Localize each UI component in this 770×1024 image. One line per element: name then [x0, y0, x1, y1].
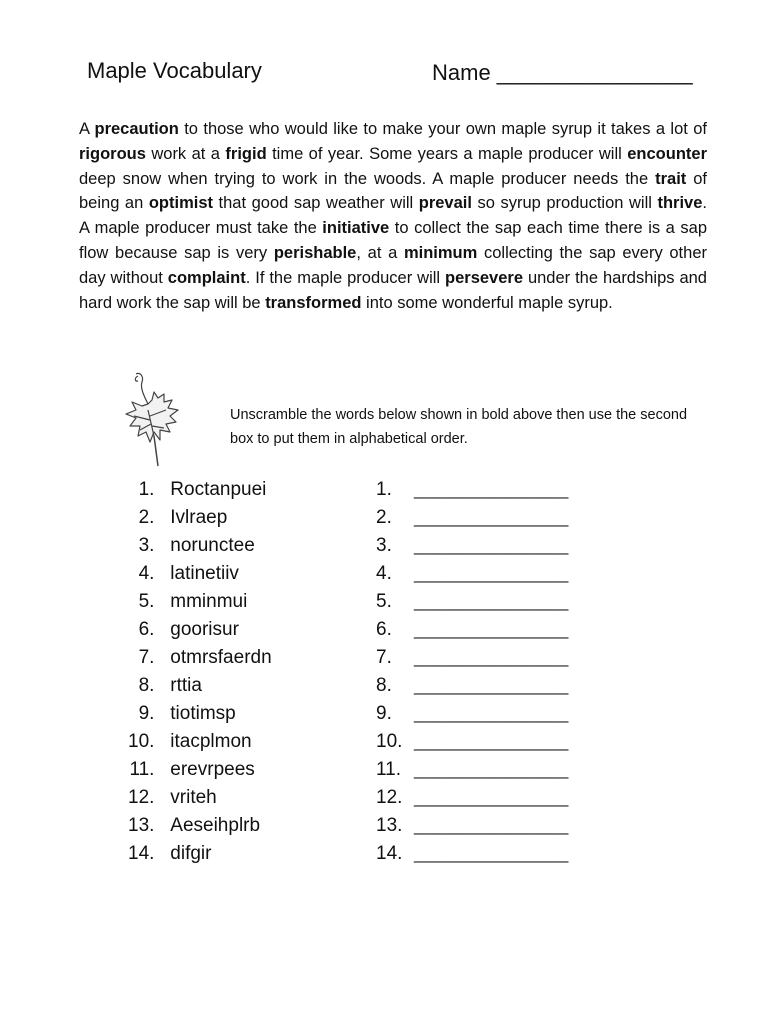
answer-item: [362, 672, 568, 700]
answer-blank[interactable]: ________________: [414, 592, 569, 611]
scrambled-word: difgir: [165, 843, 212, 864]
paragraph-text: deep snow when trying to work in the woods. A maple producer needs the: [79, 169, 656, 188]
item-number: 10.: [128, 731, 165, 752]
scrambled-item: [120, 840, 272, 868]
answer-item: [362, 476, 568, 504]
item-number: 2.: [138, 507, 165, 528]
item-number: 4.: [138, 563, 165, 584]
answer-blank[interactable]: ________________: [414, 676, 569, 695]
worksheet-title: Maple Vocabulary: [87, 58, 262, 83]
answer-number: 1.: [376, 479, 392, 500]
answer-item: [362, 588, 568, 616]
vocab-word: rigorous: [79, 144, 146, 163]
answer-blank[interactable]: ________________: [414, 648, 569, 667]
scrambled-item: [120, 784, 272, 812]
answer-number: 13.: [376, 815, 403, 836]
paragraph-text: under the hardships and hard work the sap will be: [79, 268, 707, 312]
scrambled-word: vriteh: [165, 787, 217, 808]
paragraph-text: so syrup production will: [471, 194, 658, 213]
paragraph-text: work at a: [145, 144, 226, 163]
scrambled-word: goorisur: [165, 619, 239, 640]
answer-blank[interactable]: ________________: [414, 536, 569, 555]
paragraph-text: , at a: [356, 243, 404, 262]
item-number: 11.: [129, 759, 165, 780]
vocab-word: optimist: [148, 194, 213, 213]
answer-blank[interactable]: ________________: [414, 704, 569, 723]
vocab-word: precaution: [94, 120, 179, 138]
scrambled-item: [120, 728, 272, 756]
scrambled-word-list: [120, 476, 272, 868]
answer-item: [362, 840, 568, 868]
answer-blank[interactable]: ________________: [414, 760, 569, 779]
name-field[interactable]: Name ________________: [432, 60, 693, 85]
answer-number: 2.: [376, 507, 392, 528]
item-number: 13.: [128, 815, 165, 836]
answer-blank[interactable]: ________________: [414, 620, 569, 639]
scrambled-item: [120, 812, 272, 840]
scrambled-word: mminmui: [165, 591, 248, 612]
vocab-word: encounter: [627, 144, 707, 163]
answer-number: 12.: [376, 787, 403, 808]
answer-item: [362, 728, 568, 756]
answer-blank[interactable]: ________________: [414, 732, 569, 751]
vocab-word: minimum: [403, 243, 478, 262]
answer-number: 10.: [376, 731, 403, 752]
scrambled-word: tiotimsp: [165, 703, 236, 724]
scrambled-item: [120, 756, 272, 784]
answer-blank[interactable]: ________________: [414, 508, 569, 527]
vocab-word: trait: [655, 169, 687, 188]
answer-number: 6.: [376, 619, 392, 640]
scrambled-item: [120, 672, 272, 700]
scrambled-word: norunctee: [165, 535, 255, 556]
answer-item: [362, 504, 568, 532]
answer-number: 11.: [376, 759, 402, 780]
answer-blank[interactable]: ________________: [414, 564, 569, 583]
scrambled-item: [120, 644, 272, 672]
vocab-word: persevere: [445, 268, 523, 287]
item-number: 9.: [138, 703, 165, 724]
item-number: 8.: [138, 675, 165, 696]
vocab-word: prevail: [418, 194, 472, 213]
scrambled-word: Roctanpuei: [165, 479, 267, 500]
item-number: 3.: [138, 535, 165, 556]
item-number: 14.: [128, 843, 165, 864]
scrambled-item: [120, 476, 272, 504]
answer-number: 8.: [376, 675, 392, 696]
answer-item: [362, 812, 568, 840]
answer-item: [362, 560, 568, 588]
answer-item: [362, 756, 568, 784]
scrambled-item: [120, 532, 272, 560]
paragraph-text: to those who would like to make your own maple syrup it takes a lot of: [178, 120, 707, 138]
scrambled-item: [120, 588, 272, 616]
answer-number: 14.: [376, 843, 403, 864]
scrambled-word: latinetiiv: [165, 563, 239, 584]
paragraph-text: A: [79, 120, 95, 138]
item-number: 5.: [138, 591, 165, 612]
instructions-text: Unscramble the words below shown in bold above then use the second box to put them in alphabetical order.: [230, 407, 688, 447]
scrambled-word: itacplmon: [165, 731, 252, 752]
vocab-word: frigid: [225, 144, 267, 163]
vocab-word: complaint: [167, 268, 246, 287]
scrambled-word: otmrsfaerdn: [165, 647, 272, 668]
paragraph-text: to collect the sap each time there is a sap flow because sap is very: [79, 219, 707, 262]
story-paragraph: [79, 117, 707, 315]
scrambled-word: rttia: [165, 675, 202, 696]
scrambled-word: Aeseihplrb: [165, 815, 261, 836]
item-number: 7.: [138, 647, 165, 668]
paragraph-text: collecting the sap every other day without: [79, 243, 707, 287]
paragraph-text: . If the maple producer will: [245, 268, 446, 287]
scrambled-word: Ivlraep: [165, 507, 228, 528]
item-number: 1.: [138, 479, 165, 500]
paragraph-text: time of year. Some years a maple producer will: [266, 144, 628, 163]
scrambled-item: [120, 560, 272, 588]
vocab-word: perishable: [273, 243, 357, 262]
vocab-word: thrive: [657, 194, 703, 213]
item-number: 12.: [128, 787, 165, 808]
paragraph-text: of being an: [79, 169, 707, 213]
paragraph-text: into some wonderful maple syrup.: [361, 293, 613, 312]
scrambled-word: erevrpees: [165, 759, 255, 780]
answer-blank[interactable]: ________________: [414, 844, 569, 863]
vocab-word: initiative: [322, 219, 390, 238]
paragraph-text: . A maple producer must take the: [79, 194, 707, 238]
answer-number: 4.: [376, 563, 392, 584]
answer-item: [362, 532, 568, 560]
answer-number: 5.: [376, 591, 392, 612]
paragraph-text: that good sap weather will: [213, 194, 419, 213]
scrambled-item: [120, 700, 272, 728]
answer-item: [362, 644, 568, 672]
scrambled-item: [120, 616, 272, 644]
answer-item: [362, 616, 568, 644]
answer-item: [362, 784, 568, 812]
answer-item: [362, 700, 568, 728]
answer-number: 7.: [376, 647, 392, 668]
maple-leaf-icon: [112, 370, 192, 470]
answer-blank[interactable]: ________________: [414, 788, 569, 807]
answer-blank[interactable]: ________________: [414, 816, 569, 835]
vocab-word: transformed: [265, 293, 362, 312]
answer-list: [362, 476, 568, 868]
answer-number: 3.: [376, 535, 392, 556]
answer-blank[interactable]: ________________: [414, 480, 569, 499]
answer-number: 9.: [376, 703, 392, 724]
item-number: 6.: [138, 619, 165, 640]
scrambled-item: [120, 504, 272, 532]
